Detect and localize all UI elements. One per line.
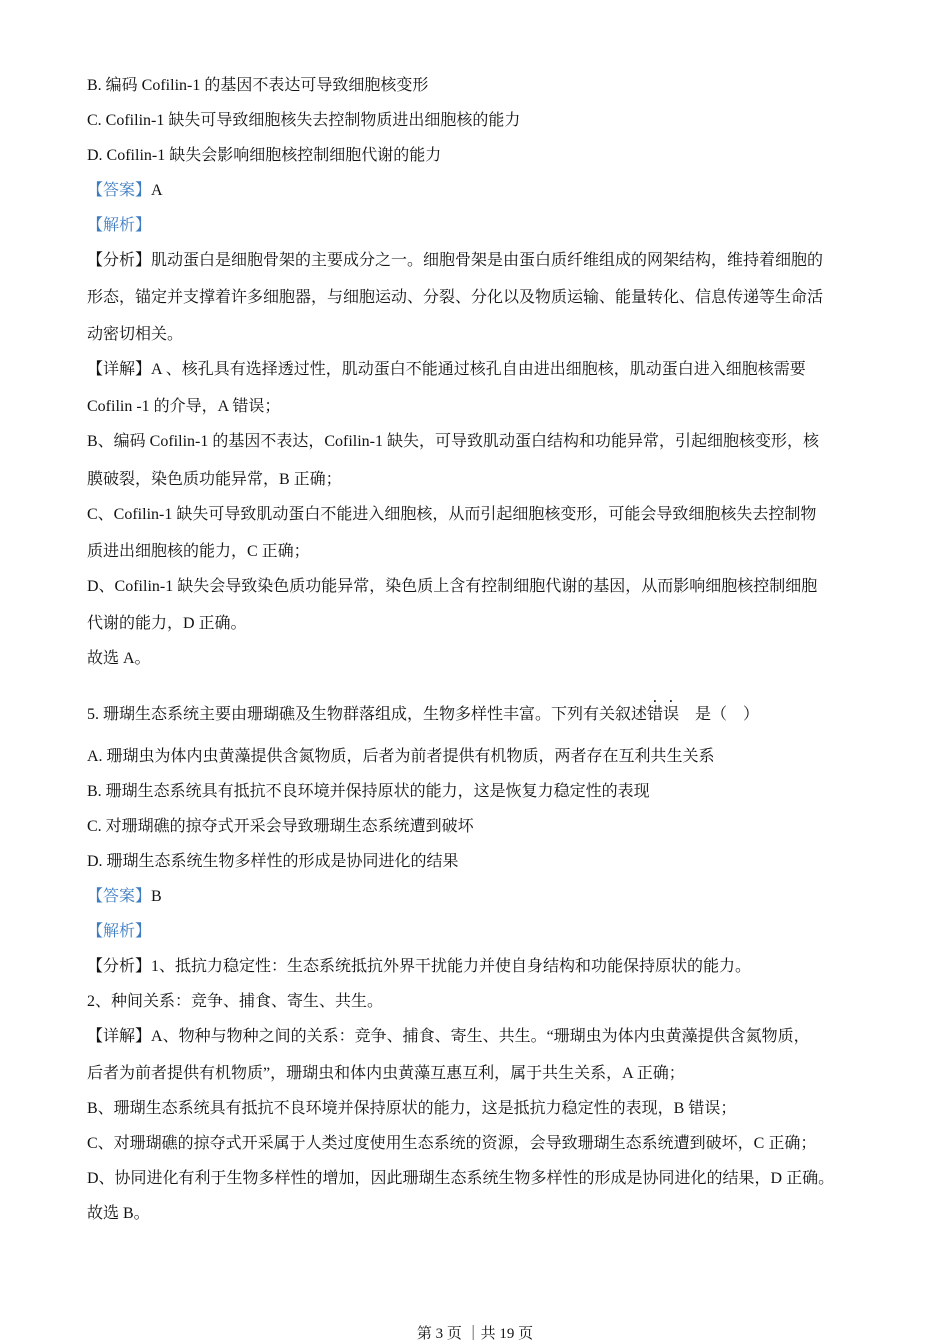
text-line bbox=[87, 111, 520, 131]
line-text: A、物种与物种之间的关系：竞争、捕食、寄生、共生。“珊瑚虫为体内虫黄藻提供含氮物质， bbox=[151, 1028, 810, 1045]
line-text: 形态，锚定并支撑着许多细胞器，与细胞运动、分裂、分化以及物质运输、能量转化、信息传递等生命活 bbox=[87, 289, 824, 306]
line-text: A. 珊瑚虫为体内虫黄藻提供含氮物质，后者为前者提供有机物质，两者存在互利共生关系 bbox=[87, 748, 715, 765]
text-line bbox=[87, 1134, 816, 1154]
line-text: C. Cofilin-1 缺失可导致细胞核失去控制物质进出细胞核的能力 bbox=[87, 112, 521, 129]
text-line bbox=[87, 1204, 150, 1224]
section-label: 【分析】 bbox=[87, 958, 152, 975]
text-line bbox=[87, 325, 183, 345]
section-label: 【详解】 bbox=[87, 1028, 152, 1045]
line-text: C、Cofilin-1 缺失可导致肌动蛋白不能进入细胞核，从而引起细胞核变形，可能会导致细胞核失去控制物 bbox=[87, 506, 817, 523]
line-text: C、对珊瑚礁的掠夺式开采属于人类过度使用生态系统的资源，会导致珊瑚生态系统遭到破坏，C 正确； bbox=[87, 1135, 817, 1152]
text-line bbox=[87, 397, 280, 417]
line-text: 2、种间关系：竞争、捕食、寄生、共生。 bbox=[87, 993, 384, 1010]
section-label: 【分析】 bbox=[87, 252, 152, 269]
line-text: B、编码 Cofilin-1 的基因不表达，Cofilin-1 缺失，可导致肌动蛋白结构和功能异常，引起细胞核变形，核 bbox=[87, 433, 820, 450]
text-line bbox=[87, 360, 806, 380]
line-text: 5. 珊瑚生态系统主要由珊瑚礁及生物群落组成，生物多样性丰富。下列有关叙述 bbox=[87, 706, 648, 723]
line-text: 动密切相关。 bbox=[87, 326, 184, 343]
line-text: B、珊瑚生态系统具有抵抗不良环境并保持原状的能力，这是抵抗力稳定性的表现，B 错误； bbox=[87, 1100, 737, 1117]
line-text: D. 珊瑚生态系统生物多样性的形成是协同进化的结果 bbox=[87, 853, 459, 870]
text-line bbox=[87, 992, 383, 1012]
text-line bbox=[87, 577, 817, 597]
text-line bbox=[87, 614, 247, 634]
line-text: D. Cofilin-1 缺失会影响细胞核控制细胞代谢的能力 bbox=[87, 147, 442, 164]
text-line bbox=[87, 887, 162, 907]
emphasized-text: 错误 bbox=[647, 706, 680, 723]
text-line bbox=[87, 470, 342, 490]
text-line bbox=[87, 1099, 736, 1119]
line-text: 后者为前者提供有机物质”，珊瑚虫和体内虫黄藻互惠互利，属于共生关系，A 正确； bbox=[87, 1065, 685, 1082]
section-label: 【答案】 bbox=[87, 182, 152, 199]
text-line bbox=[87, 1169, 834, 1189]
text-line bbox=[87, 76, 428, 96]
text-line bbox=[87, 957, 751, 977]
line-text: A 、核孔具有选择透过性，肌动蛋白不能通过核孔自由进出细胞核，肌动蛋白进入细胞核需要 bbox=[151, 361, 806, 378]
line-text: 质进出细胞核的能力，C 正确； bbox=[87, 543, 310, 560]
text-line bbox=[87, 251, 823, 271]
text-line bbox=[87, 542, 310, 562]
section-label: 【解析】 bbox=[87, 217, 152, 234]
text-line bbox=[87, 432, 819, 452]
line-text: B bbox=[151, 888, 162, 905]
line-text: D、协同进化有利于生物多样性的增加，因此珊瑚生态系统生物多样性的形成是协同进化的结果，D 正确。 bbox=[87, 1170, 835, 1187]
line-text: 故选 A。 bbox=[87, 650, 151, 667]
text-line bbox=[87, 852, 459, 872]
line-text: D、Cofilin-1 缺失会导致染色质功能异常，染色质上含有控制细胞代谢的基因，从而影响细胞核控制细胞 bbox=[87, 578, 818, 595]
line-text: 故选 B。 bbox=[87, 1205, 150, 1222]
text-line bbox=[87, 922, 151, 942]
line-text: 1、抵抗力稳定性：生态系统抵抗外界干扰能力并使自身结构和功能保持原状的能力。 bbox=[151, 958, 752, 975]
line-text: C. 对珊瑚礁的掠夺式开采会导致珊瑚生态系统遭到破坏 bbox=[87, 818, 474, 835]
text-line bbox=[87, 747, 715, 767]
text-line bbox=[87, 782, 650, 802]
line-text: B. 编码 Cofilin-1 的基因不表达可导致细胞核变形 bbox=[87, 77, 429, 94]
line-text: 肌动蛋白是细胞骨架的主要成分之一。细胞骨架是由蛋白质纤维组成的网架结构，维持着细胞的 bbox=[151, 252, 824, 269]
text-line bbox=[87, 1064, 685, 1084]
text-line bbox=[87, 505, 816, 525]
line-text: Cofilin -1 的介导，A 错误； bbox=[87, 398, 281, 415]
question-stem bbox=[87, 697, 760, 723]
line-text: 膜破裂，染色质功能异常，B 正确； bbox=[87, 471, 342, 488]
section-label: 【详解】 bbox=[87, 361, 152, 378]
answer-blank: 是（ ） bbox=[695, 706, 760, 723]
text-line bbox=[87, 216, 151, 236]
section-label: 【答案】 bbox=[87, 888, 152, 905]
line-text: 代谢的能力，D 正确。 bbox=[87, 615, 247, 632]
page-footer: 第 3 页 ｜共 19 页 bbox=[416, 1326, 534, 1342]
section-label: 【解析】 bbox=[87, 923, 152, 940]
line-text: A bbox=[151, 182, 163, 199]
text-line bbox=[87, 817, 474, 837]
text-line bbox=[87, 1027, 810, 1047]
text-line bbox=[87, 649, 151, 669]
text-line bbox=[87, 146, 441, 166]
text-line bbox=[87, 181, 163, 201]
line-text: B. 珊瑚生态系统具有抵抗不良环境并保持原状的能力，这是恢复力稳定性的表现 bbox=[87, 783, 650, 800]
text-line bbox=[87, 288, 823, 308]
